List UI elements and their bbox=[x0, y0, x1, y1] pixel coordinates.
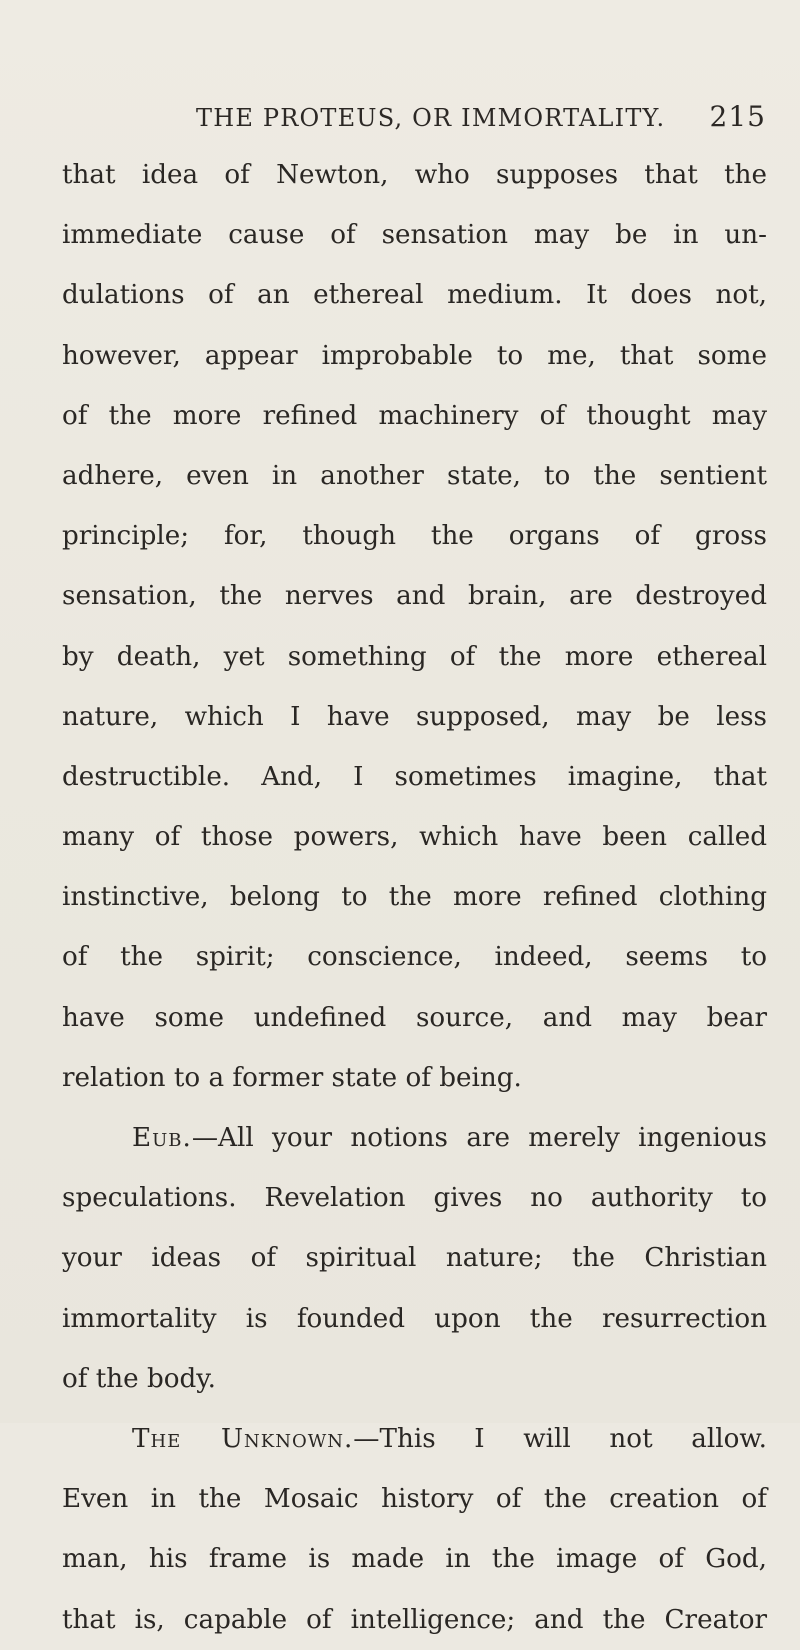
text-line: immortality is founded upon the resurrection bbox=[62, 1303, 767, 1334]
speaker-unknown: The Unknown. bbox=[132, 1423, 354, 1454]
text-line: by death, yet something of the more ethereal bbox=[62, 641, 767, 672]
text-line: nature, which I have supposed, may be less bbox=[62, 701, 767, 732]
text-line: man, his frame is made in the image of God, bbox=[62, 1544, 767, 1575]
text-line: relation to a former state of being. bbox=[62, 1062, 522, 1093]
running-title: THE PROTEUS, OR IMMORTALITY. bbox=[196, 104, 666, 132]
unknown-speech-first-line bbox=[62, 1409, 767, 1469]
text-line: Even in the Mosaic history of the creation of bbox=[62, 1484, 767, 1515]
text-line: have some undefined source, and may bear bbox=[62, 1002, 767, 1033]
text-line: that is, capable of intelligence; and the Creator bbox=[62, 1604, 767, 1635]
text-line: your ideas of spiritual nature; the Christian bbox=[62, 1243, 767, 1274]
text-line: principle; for, though the organs of gross bbox=[62, 521, 767, 552]
unknown-first-line-text: —This I will not allow. bbox=[353, 1423, 767, 1454]
text-line: many of those powers, which have been called bbox=[62, 822, 767, 853]
text-line: dulations of an ethereal medium. It does not, bbox=[62, 280, 767, 311]
text-line: that idea of Newton, who supposes that the bbox=[62, 160, 767, 190]
speaker-eub: Eub. bbox=[132, 1123, 192, 1153]
text-line: sensation, the nerves and brain, are destroyed bbox=[62, 581, 767, 612]
eub-speech-first-line bbox=[62, 1108, 767, 1168]
text-line: of the spirit; conscience, indeed, seems to bbox=[62, 942, 767, 973]
page-number: 215 bbox=[709, 100, 766, 133]
text-line: instinctive, belong to the more refined clothing bbox=[62, 882, 767, 913]
text-line: of the more refined machinery of thought may bbox=[62, 400, 767, 431]
text-line: destructible. And, I sometimes imagine, that bbox=[62, 761, 767, 792]
text-line: speculations. Revelation gives no authority to bbox=[62, 1183, 767, 1214]
text-line: adhere, even in another state, to the sentient bbox=[62, 460, 767, 491]
eub-first-line-text: —All your notions are merely ingenious bbox=[191, 1123, 767, 1153]
text-line: however, appear improbable to me, that some bbox=[62, 340, 767, 371]
text-line: immediate cause of sensation may be in un- bbox=[62, 220, 767, 251]
body-text bbox=[62, 145, 767, 1650]
running-head bbox=[196, 100, 766, 144]
text-line: of the body. bbox=[62, 1363, 216, 1394]
